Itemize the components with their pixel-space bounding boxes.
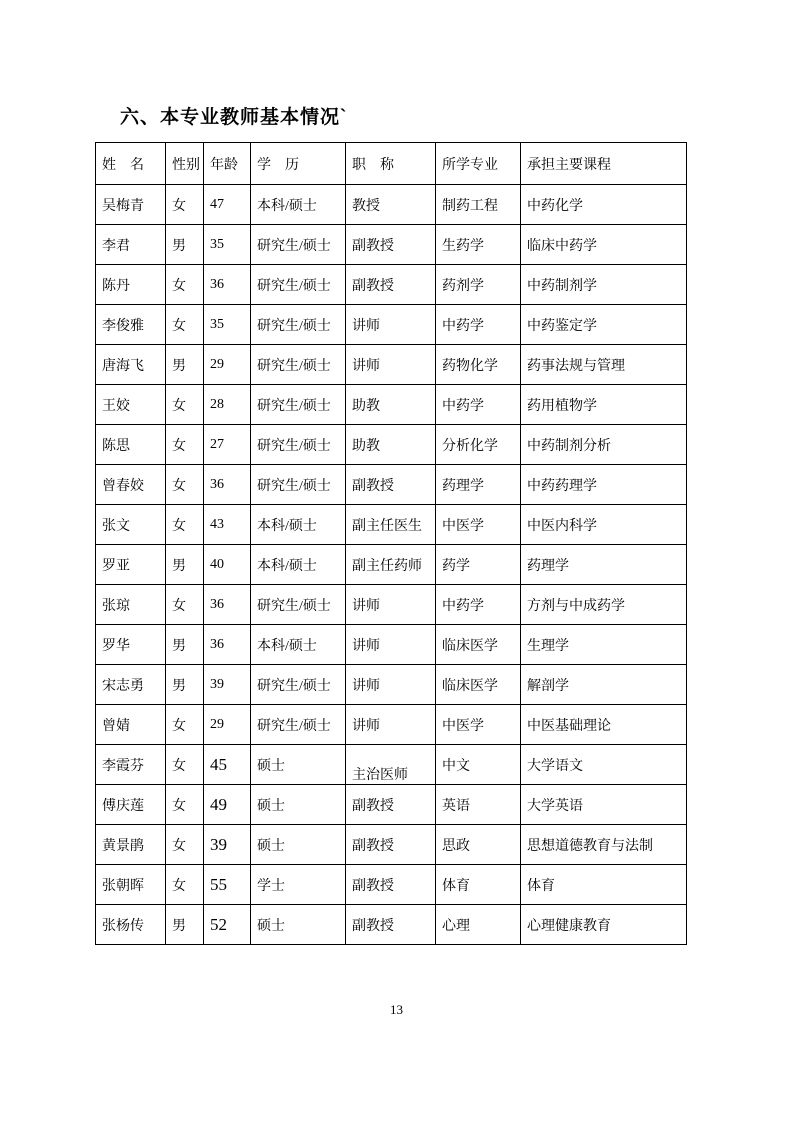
table-row	[96, 705, 687, 745]
table-cell: 女	[166, 305, 204, 345]
table-cell: 药理学	[436, 465, 521, 505]
table-cell: 45	[204, 745, 251, 785]
table-cell: 张朝晖	[96, 865, 166, 905]
table-row	[96, 425, 687, 465]
table-cell: 男	[166, 665, 204, 705]
table-cell: 女	[166, 505, 204, 545]
table-cell: 29	[204, 705, 251, 745]
table-cell: 讲师	[346, 625, 436, 665]
table-cell: 52	[204, 905, 251, 945]
table-cell: 女	[166, 185, 204, 225]
table-cell: 女	[166, 465, 204, 505]
table-cell: 硕士	[251, 785, 346, 825]
table-cell: 研究生/硕士	[251, 345, 346, 385]
table-cell: 40	[204, 545, 251, 585]
table-head	[96, 143, 687, 185]
table-cell: 体育	[521, 865, 687, 905]
table-row	[96, 865, 687, 905]
table-cell: 女	[166, 705, 204, 745]
table-cell: 中医内科学	[521, 505, 687, 545]
table-cell: 药事法规与管理	[521, 345, 687, 385]
table-cell: 陈思	[96, 425, 166, 465]
table-row	[96, 465, 687, 505]
table-cell: 药学	[436, 545, 521, 585]
table-cell: 中药学	[436, 385, 521, 425]
table-cell: 36	[204, 585, 251, 625]
table-cell: 张杨传	[96, 905, 166, 945]
table-cell: 大学语文	[521, 745, 687, 785]
table-cell: 英语	[436, 785, 521, 825]
table-cell: 副教授	[346, 265, 436, 305]
table-cell: 研究生/硕士	[251, 305, 346, 345]
table-cell: 罗亚	[96, 545, 166, 585]
table-cell: 中文	[436, 745, 521, 785]
table-cell: 硕士	[251, 745, 346, 785]
header-cell: 学 历	[251, 143, 346, 185]
table-cell: 男	[166, 345, 204, 385]
table-cell: 临床医学	[436, 625, 521, 665]
table-cell: 39	[204, 665, 251, 705]
table-row	[96, 225, 687, 265]
table-cell: 研究生/硕士	[251, 385, 346, 425]
header-cell: 性别	[166, 143, 204, 185]
table-header-row	[96, 143, 687, 185]
table-cell: 29	[204, 345, 251, 385]
table-cell: 硕士	[251, 905, 346, 945]
table-cell: 曾婧	[96, 705, 166, 745]
table-cell: 曾春姣	[96, 465, 166, 505]
table-row	[96, 545, 687, 585]
table-cell: 临床医学	[436, 665, 521, 705]
table-cell: 研究生/硕士	[251, 225, 346, 265]
table-cell: 罗华	[96, 625, 166, 665]
table-cell: 讲师	[346, 345, 436, 385]
table-cell: 男	[166, 545, 204, 585]
table-cell: 女	[166, 825, 204, 865]
table-cell: 女	[166, 865, 204, 905]
table-cell: 讲师	[346, 585, 436, 625]
page-number: 13	[390, 1002, 403, 1017]
table-cell: 女	[166, 785, 204, 825]
header-cell: 职 称	[346, 143, 436, 185]
table-cell: 助教	[346, 385, 436, 425]
table-cell: 35	[204, 305, 251, 345]
table-cell: 35	[204, 225, 251, 265]
table-cell: 讲师	[346, 665, 436, 705]
table-cell: 中药学	[436, 585, 521, 625]
table-cell: 副教授	[346, 465, 436, 505]
table-cell: 副教授	[346, 785, 436, 825]
table-cell: 副教授	[346, 225, 436, 265]
table-cell: 27	[204, 425, 251, 465]
table-cell: 中药药理学	[521, 465, 687, 505]
header-cell: 承担主要课程	[521, 143, 687, 185]
table-row	[96, 825, 687, 865]
table-cell: 解剖学	[521, 665, 687, 705]
table-row	[96, 385, 687, 425]
table-cell: 药理学	[521, 545, 687, 585]
table-cell: 中药制剂学	[521, 265, 687, 305]
table-cell: 36	[204, 625, 251, 665]
table-cell: 生药学	[436, 225, 521, 265]
table-cell: 思政	[436, 825, 521, 865]
table-cell: 药物化学	[436, 345, 521, 385]
table-cell: 临床中药学	[521, 225, 687, 265]
table-cell: 制药工程	[436, 185, 521, 225]
table-cell: 本科/硕士	[251, 185, 346, 225]
table-cell: 研究生/硕士	[251, 425, 346, 465]
header-cell: 所学专业	[436, 143, 521, 185]
table-cell: 中医基础理论	[521, 705, 687, 745]
table-cell: 张文	[96, 505, 166, 545]
table-cell: 心理健康教育	[521, 905, 687, 945]
table-cell: 39	[204, 825, 251, 865]
table-cell: 女	[166, 745, 204, 785]
table-cell: 心理	[436, 905, 521, 945]
section-title: 六、本专业教师基本情况`	[120, 107, 348, 128]
table-row	[96, 905, 687, 945]
table-cell: 分析化学	[436, 425, 521, 465]
table-cell: 研究生/硕士	[251, 705, 346, 745]
table-cell: 36	[204, 265, 251, 305]
table-cell: 研究生/硕士	[251, 265, 346, 305]
table-cell: 思想道德教育与法制	[521, 825, 687, 865]
table-row	[96, 665, 687, 705]
table-cell: 唐海飞	[96, 345, 166, 385]
table-cell: 陈丹	[96, 265, 166, 305]
table-cell: 王姣	[96, 385, 166, 425]
table-cell: 女	[166, 585, 204, 625]
table-cell: 主治医师	[346, 745, 436, 785]
table-cell: 男	[166, 225, 204, 265]
table-cell: 中药制剂分析	[521, 425, 687, 465]
table-cell: 黄景鹃	[96, 825, 166, 865]
table-cell: 女	[166, 385, 204, 425]
table-cell: 张琼	[96, 585, 166, 625]
table-cell: 研究生/硕士	[251, 465, 346, 505]
table-cell: 讲师	[346, 705, 436, 745]
table-cell: 助教	[346, 425, 436, 465]
table-cell: 副主任医生	[346, 505, 436, 545]
table-cell: 傅庆莲	[96, 785, 166, 825]
table-cell: 研究生/硕士	[251, 585, 346, 625]
table-cell: 副主任药师	[346, 545, 436, 585]
table-cell: 药剂学	[436, 265, 521, 305]
header-cell: 年龄	[204, 143, 251, 185]
table-cell: 36	[204, 465, 251, 505]
table-cell: 55	[204, 865, 251, 905]
table-cell: 李霞芬	[96, 745, 166, 785]
header-cell: 姓 名	[96, 143, 166, 185]
table-cell: 药用植物学	[521, 385, 687, 425]
table-cell: 李俊雅	[96, 305, 166, 345]
table-cell: 男	[166, 625, 204, 665]
table-cell: 女	[166, 425, 204, 465]
table-row	[96, 305, 687, 345]
table-cell: 吴梅青	[96, 185, 166, 225]
table-cell: 47	[204, 185, 251, 225]
table-cell: 方剂与中成药学	[521, 585, 687, 625]
table-cell: 女	[166, 265, 204, 305]
table-cell: 副教授	[346, 865, 436, 905]
table-cell: 研究生/硕士	[251, 665, 346, 705]
table-cell: 中药化学	[521, 185, 687, 225]
table-cell: 43	[204, 505, 251, 545]
table-cell: 28	[204, 385, 251, 425]
table-row	[96, 185, 687, 225]
table-cell: 李君	[96, 225, 166, 265]
table-cell: 中医学	[436, 505, 521, 545]
table-cell: 中药学	[436, 305, 521, 345]
table-row	[96, 745, 687, 785]
table-cell: 体育	[436, 865, 521, 905]
teacher-table-body	[96, 185, 687, 945]
teacher-table	[95, 142, 687, 945]
table-cell: 本科/硕士	[251, 545, 346, 585]
table-row	[96, 345, 687, 385]
table-cell: 宋志勇	[96, 665, 166, 705]
table-row	[96, 785, 687, 825]
table-row	[96, 585, 687, 625]
table-cell: 学士	[251, 865, 346, 905]
table-cell: 副教授	[346, 905, 436, 945]
table-cell: 男	[166, 905, 204, 945]
table-cell: 本科/硕士	[251, 625, 346, 665]
table-cell: 中药鉴定学	[521, 305, 687, 345]
table-cell: 大学英语	[521, 785, 687, 825]
table-cell: 硕士	[251, 825, 346, 865]
table-cell: 副教授	[346, 825, 436, 865]
table-cell: 讲师	[346, 305, 436, 345]
table-cell: 本科/硕士	[251, 505, 346, 545]
table-cell: 49	[204, 785, 251, 825]
table-row	[96, 505, 687, 545]
table-row	[96, 625, 687, 665]
table-cell: 教授	[346, 185, 436, 225]
table-cell: 中医学	[436, 705, 521, 745]
table-row	[96, 265, 687, 305]
table-cell: 生理学	[521, 625, 687, 665]
